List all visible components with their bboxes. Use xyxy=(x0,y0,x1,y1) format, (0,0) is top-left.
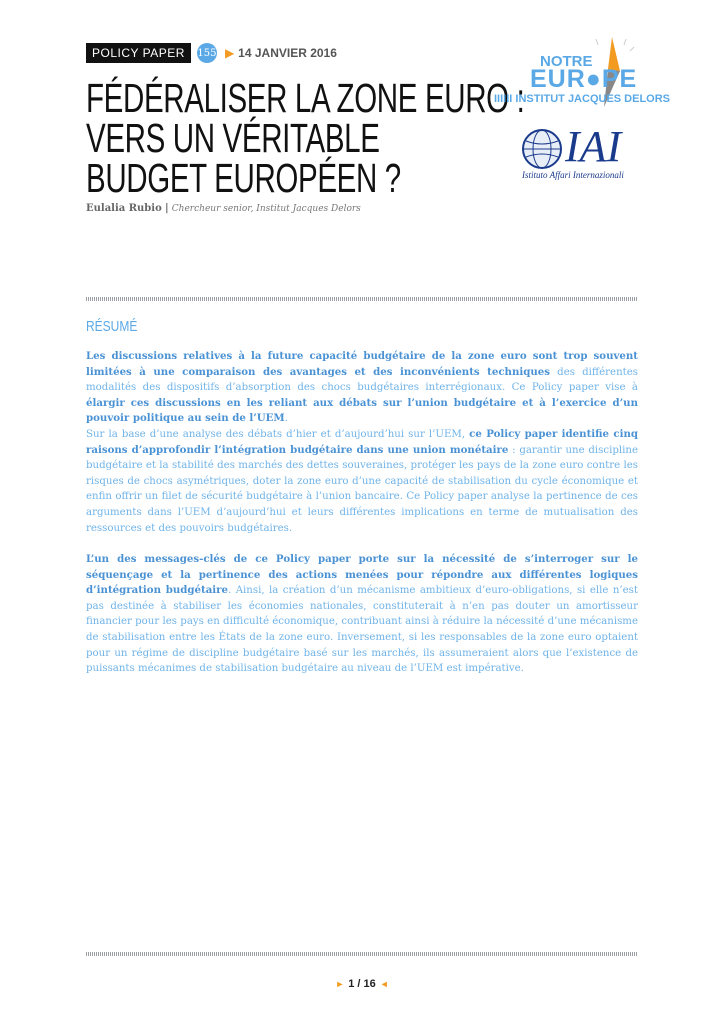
title-line: FÉDÉRALISER LA ZONE EURO : xyxy=(86,75,525,121)
logo-subtitle: Istituto Affari Internazionali xyxy=(522,170,624,180)
title-line: BUDGET EUROPÉEN ? xyxy=(86,155,401,201)
publication-date: 14 JANVIER 2016 xyxy=(238,46,337,60)
arrow-right-icon: ► xyxy=(335,979,345,989)
text-bold: L’un des messages-clés de ce Policy paper porte sur la nécessité de s’interroger sur le séquençage et la pertinence des actions menées pour répondre aux différentes logiques d’intégration budgétaire xyxy=(86,553,638,597)
text: . Ainsi, la création d’un mécanisme ambitieux d’euro-obligations, si elle n’est pas destinée à stabiliser les économies nationales, constituterait à n’en pas douter un amortisseur financier pour les pays en difficulté économique, contribuant ainsi à réduire la nécessité d’une mécanisme de stabilisation entre les États de la zone euro. Inversement, si les responsables de la zone euro optaient pour un régime de discipline budgétaire basé sur les marchés, ils assumeraient alors que l’existence de puissants mécanimes de stabilisation budgétaire au niveau de l’UEM est impérative. xyxy=(86,585,639,675)
paper-header xyxy=(86,43,337,63)
globe-icon xyxy=(520,127,564,171)
summary-paragraph xyxy=(86,349,638,427)
logo-text: IIIIII INSTITUT JACQUES DELORS xyxy=(494,93,671,105)
author-line xyxy=(86,203,361,214)
paper-number-badge: 155 xyxy=(197,43,217,63)
logo-text: EUR●PE xyxy=(530,65,638,93)
iai-logo xyxy=(520,122,640,185)
summary-paragraph xyxy=(86,427,638,536)
text-bold: Les discussions relatives à la future capacité budgétaire de la zone euro sont trop souvent limitées à une comparaison des avantages et des inconvénients techniques xyxy=(86,350,638,378)
divider xyxy=(86,952,638,956)
page-number: 1 / 16 xyxy=(348,978,376,990)
notre-europe-logo xyxy=(492,35,692,110)
text: . xyxy=(284,413,288,425)
text-bold: élargir ces discussions en les reliant aux débats sur l’union budgétaire et à l’exercice d’un pouvoir politique au sein de l’UEM xyxy=(86,396,638,425)
text-bold: ce Policy paper identifie cinq raisons d’approfondir l’intégration budgétaire dans une union monétaire xyxy=(86,428,639,456)
arrow-icon: ▶ xyxy=(224,46,235,60)
author-name: Eulalia Rubio xyxy=(86,203,162,214)
logo-text: NOTRE xyxy=(540,53,593,70)
arrow-left-icon: ◄ xyxy=(379,979,389,989)
divider xyxy=(86,297,638,301)
author-separator: | xyxy=(164,203,169,214)
logo-text: IAI xyxy=(565,122,622,171)
author-role: Chercheur senior, Institut Jacques Delors xyxy=(171,204,361,214)
section-heading: RÉSUMÉ xyxy=(86,318,138,335)
title-line: VERS UN VÉRITABLE xyxy=(86,115,380,161)
page-footer xyxy=(0,978,724,990)
series-label: POLICY PAPER xyxy=(86,43,191,63)
text: des différentes modalités des dispositifs d’absorption des chocs budgétaires interrégionaux. Ce Policy paper vise à xyxy=(86,366,638,394)
text: Sur la base d’une analyse des débats d’hier et d’aujourd’hui sur l’UEM, xyxy=(86,429,470,440)
text: : garantir une discipline budgétaire et la stabilité des marchés des dettes souveraines, protéger les pays de la zone euro contre les risques de chocs asymétriques, doter la zone euro d’une capacité de stabilisation du cycle économique et enfin offrir un filet de sécurité budgétaire à l’union bancaire. Ce Policy paper analyse la pertinence de ces arguments dans l’UEM d’aujourd’hui et leurs différentes implications en terme de mutualisation des ressources et des pouvoirs budgétaires. xyxy=(86,444,638,534)
summary-paragraph xyxy=(86,552,638,677)
